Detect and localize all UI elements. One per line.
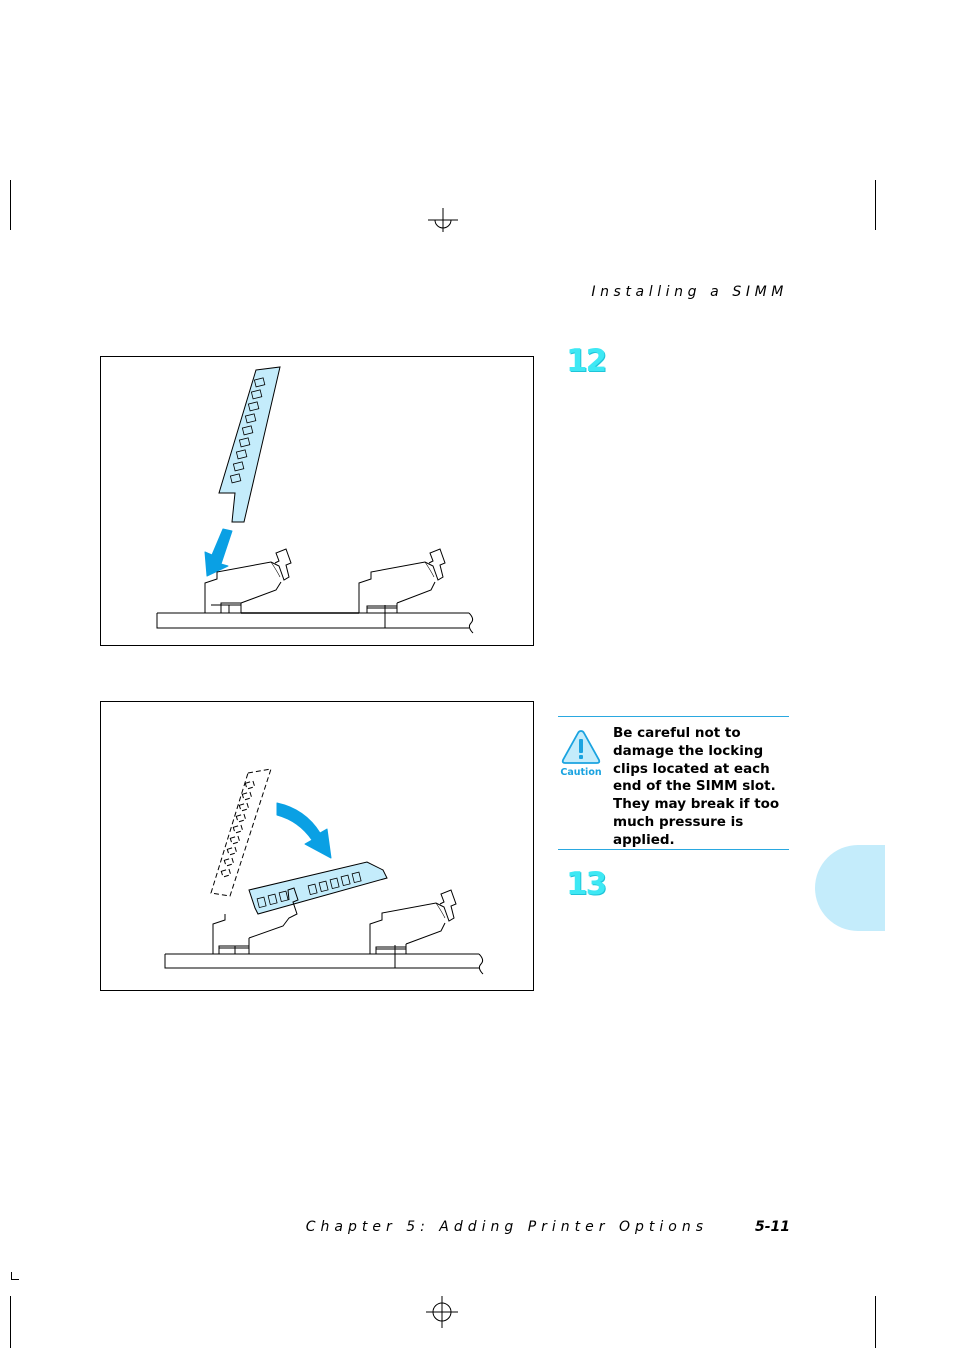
figure-simm-insert: [100, 356, 534, 646]
step-number-13: 13: [566, 866, 606, 902]
crop-mark-right-bottom: [875, 1296, 876, 1348]
caution-icon: [560, 728, 602, 766]
caution-text: Be careful not to damage the locking clips located at each end of the SIMM slot. They may break if too much pressure is applied.: [613, 725, 780, 848]
simm-ghost-outline: [211, 769, 271, 896]
corner-mark-horizontal: [11, 1279, 19, 1280]
simm-rotate-illustration: [101, 702, 533, 990]
caution-rule-bottom: [558, 849, 789, 850]
step-number-12: 12: [566, 343, 606, 379]
socket-clip-right: [359, 549, 445, 613]
figure-simm-rotate: [100, 701, 534, 991]
caution-label: Caution: [560, 767, 602, 778]
chapter-side-tab: [815, 845, 885, 931]
footer-chapter-title: Chapter 5: Adding Printer Options: [305, 1219, 708, 1235]
registration-mark-top: [428, 208, 458, 232]
crop-mark-right-top: [875, 180, 876, 230]
rotate-arrow-icon: [277, 803, 331, 858]
registration-mark-bottom: [426, 1296, 458, 1328]
simm-insert-illustration: [101, 357, 533, 645]
footer-page-number: 5-11: [754, 1219, 790, 1235]
simm-module-rotated: [249, 862, 387, 914]
insert-arrow-icon: [205, 529, 232, 576]
motherboard: [157, 605, 473, 633]
crop-mark-left-top: [10, 180, 11, 230]
simm-module: [219, 367, 280, 522]
caution-rule-top: [558, 716, 789, 717]
socket-clip-right-2: [370, 890, 456, 954]
crop-mark-left-bottom: [10, 1296, 11, 1348]
section-title: Installing a SIMM: [591, 284, 788, 300]
